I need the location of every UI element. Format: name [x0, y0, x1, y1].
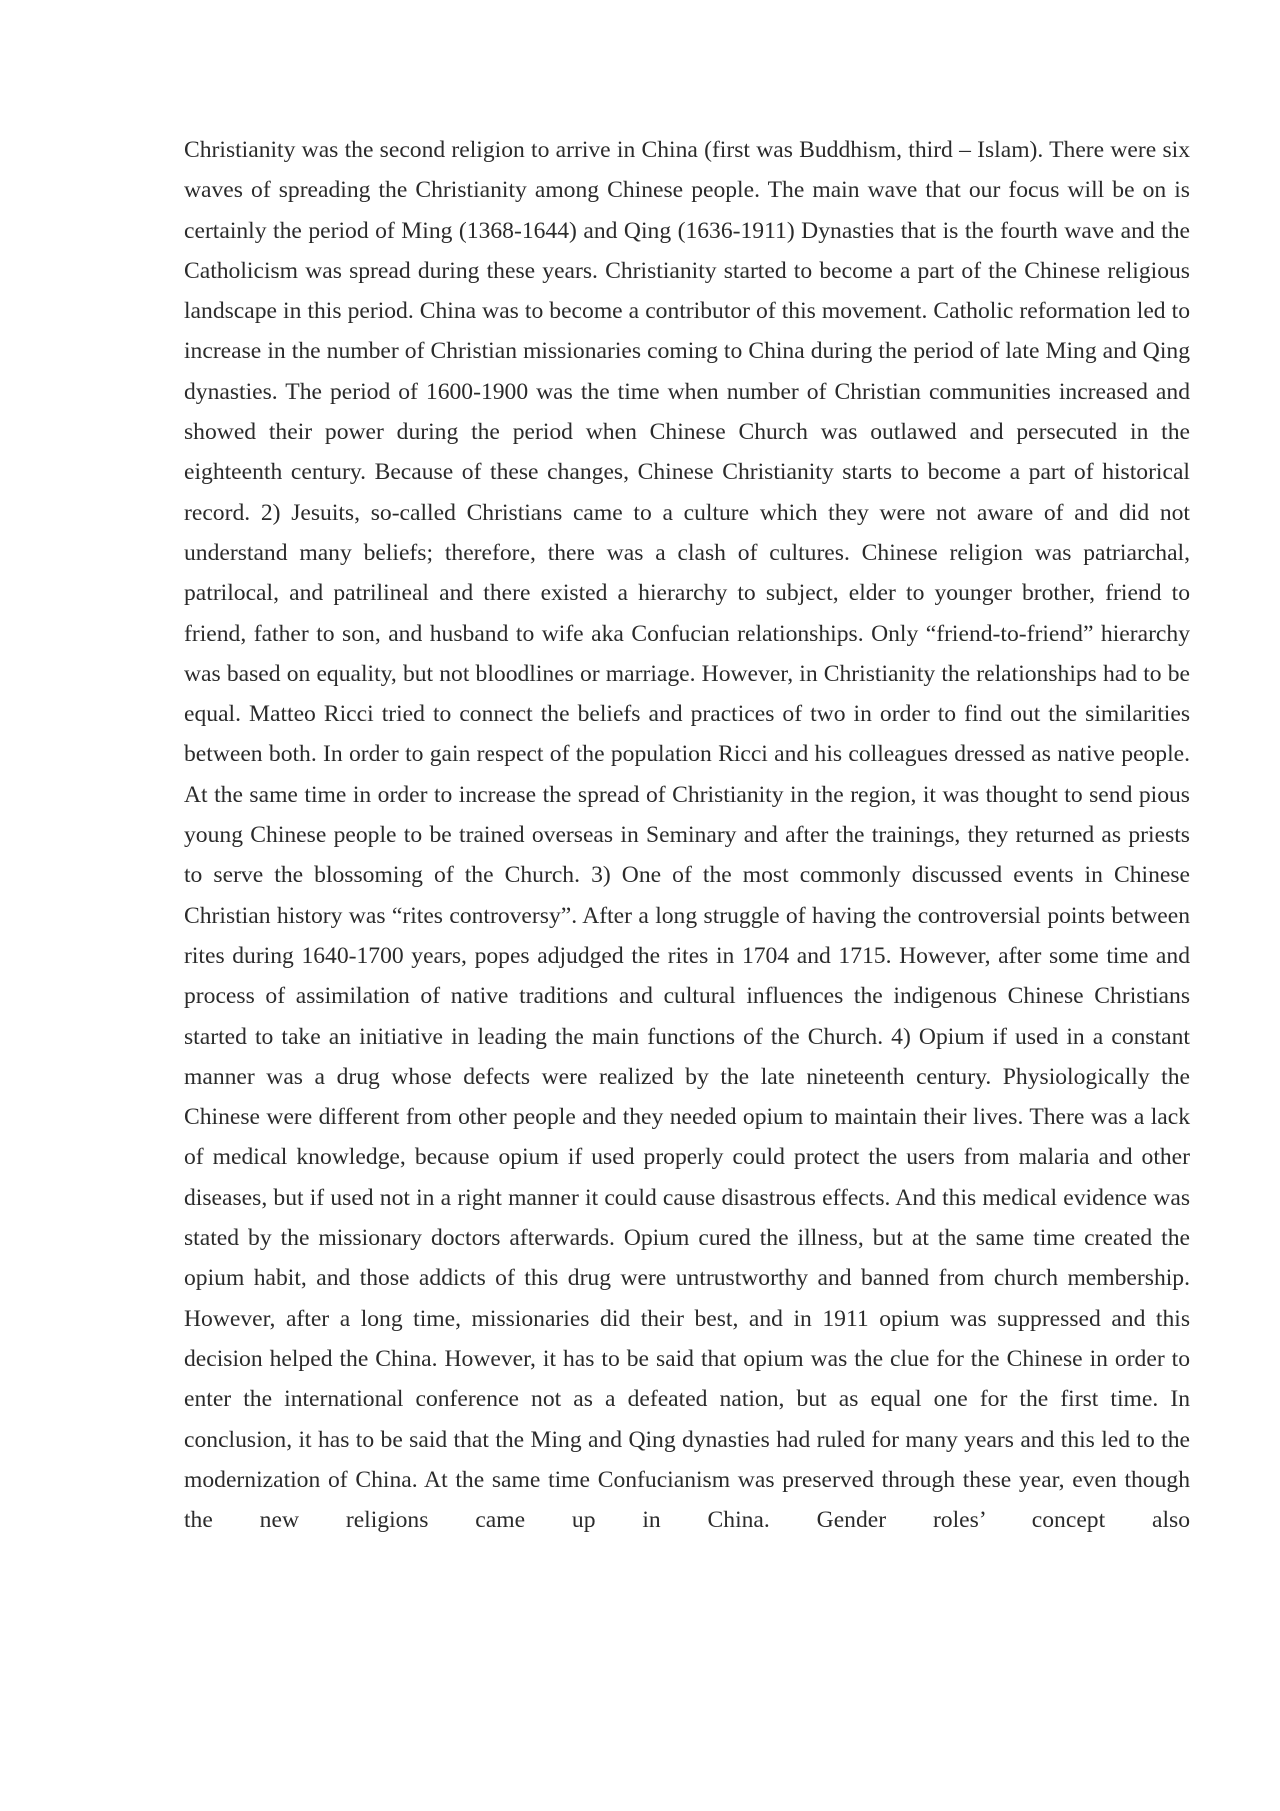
body-paragraph: Christianity was the second religion to arrive in China (first was Buddhism, third – Islam). There were six waves of spreading the Christianity among Chinese people. The main wave that our focus will be on is certainly the period of Ming (1368-1644) and Qing (1636-1911) Dynasties that is the fourth wave and the Catholicism was spread during these years. Christianity started to become a part of the Chinese religious landscape in this period. China was to become a contributor of this movement. Catholic reformation led to increase in the number of Christian missionaries coming to China during the period of late Ming and Qing dynasties. The period of 1600-1900 was the time when number of Christian communities increased and showed their power during the period when Chinese Church was outlawed and persecuted in the eighteenth century. Because of these changes, Chinese Christianity starts to become a part of historical record. 2) Jesuits, so-called Christians came to a culture which they were not aware of and did not understand many beliefs; therefore, there was a clash of cultures. Chinese religion was patriarchal, patrilocal, and patrilineal and there existed a hierarchy to subject, elder to younger brother, friend to friend, father to son, and husband to wife aka Confucian relationships. Only “friend-to-friend” hierarchy was based on equality, but not bloodlines or marriage. However, in Christianity the relationships had to be equal. Matteo Ricci tried to connect the beliefs and practices of two in order to find out the similarities between both. In order to gain respect of the population Ricci and his colleagues dressed as native people. At the same time in order to increase the spread of Christianity in the region, it was thought to send pious young Chinese people to be trained overseas in Seminary and after the trainings, they returned as priests to serve the blossoming of the Church. 3) One of the most commonly discussed events in Chinese Christian history was “rites controversy”. After a long struggle of having the controversial points between rites during 1640-1700 years, popes adjudged the rites in 1704 and 1715. However, after some time and process of assimilation of native traditions and cultural influences the indigenous Chinese Christians started to take an initiative in leading the main functions of the Church. 4) Opium if used in a constant manner was a drug whose defects were realized by the late nineteenth century. Physiologically the Chinese were different from other people and they needed opium to maintain their lives. There was a lack of medical knowledge, because opium if used properly could protect the users from malaria and other diseases, but if used not in a right manner it could cause disastrous effects. And this medical evidence was stated by the missionary doctors afterwards. Opium cured the illness, but at the same time created the opium habit, and those addicts of this drug were untrustworthy and banned from church membership. However, after a long time, missionaries did their best, and in 1911 opium was suppressed and this decision helped the China. However, it has to be said that opium was the clue for the Chinese in order to enter the international conference not as a defeated nation, but as equal one for the first time. In conclusion, it has to be said that the Ming and Qing dynasties had ruled for many years and this led to the modernization of China. At the same time Confucianism was preserved through these year, even though the new religions came up in China. Gender roles’ concept also [184, 137, 1190, 1534]
